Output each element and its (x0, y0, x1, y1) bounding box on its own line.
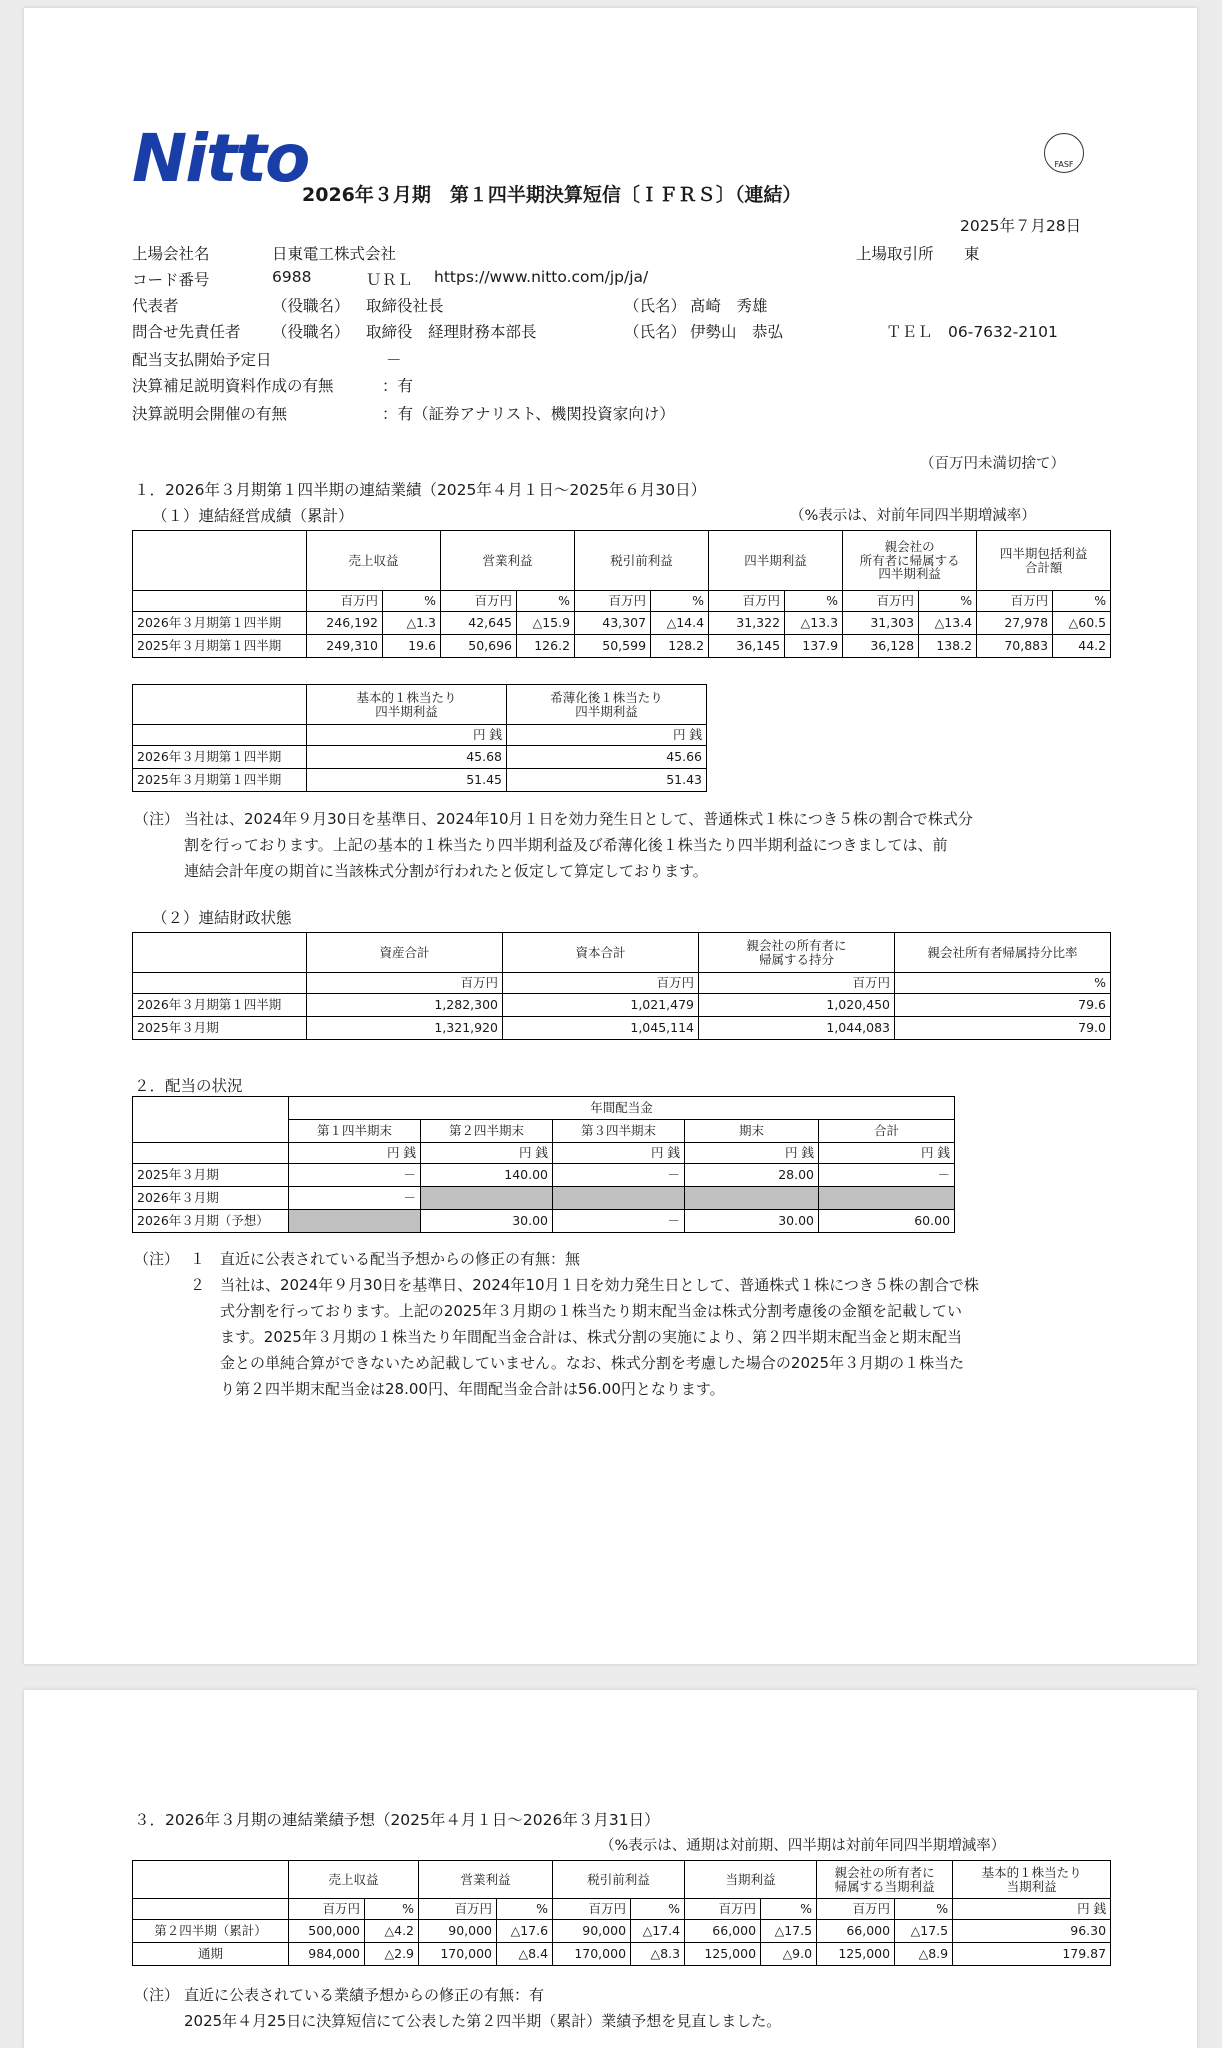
contact-name: 伊勢山 恭弘 (690, 323, 784, 341)
cell: 36,145 (709, 635, 785, 658)
cell: 60.00 (819, 1210, 955, 1233)
cell: 179.87 (953, 1943, 1111, 1966)
cell: 500,000 (289, 1920, 365, 1943)
cell: 90,000 (553, 1920, 631, 1943)
rep-title-label: （役職名） (272, 297, 350, 315)
unit-cell: 円 銭 (553, 1143, 685, 1164)
contact-tel: ＴＥＬ 06-7632-2101 (886, 323, 1058, 341)
note-line: 式分割を行っております。上記の2025年３月期の１株当たり期末配当金は株式分割考慮後の金額を記載してい (220, 1302, 962, 1320)
col-header: 合計 (819, 1120, 955, 1143)
row-label: 2025年３月期第１四半期 (133, 635, 307, 658)
cell: 140.00 (421, 1164, 553, 1187)
unit-row-label (133, 973, 307, 994)
unit-cell: 円 銭 (819, 1143, 955, 1164)
note-line: 当社は、2024年９月30日を基準日、2024年10月１日を効力発生日として、普通株式１株につき５株の割合で株 (220, 1276, 979, 1294)
section1-sub2: （２）連結財政状態 (152, 909, 292, 927)
cell: △17.4 (631, 1920, 685, 1943)
cell: 1,020,450 (699, 994, 895, 1017)
exchange-label: 上場取引所 (856, 245, 934, 263)
cell: 125,000 (817, 1943, 895, 1966)
col-header: 第１四半期末 (289, 1120, 421, 1143)
cell: 1,044,083 (699, 1017, 895, 1040)
table-row (133, 746, 707, 769)
unit-cell: 百万円 (503, 973, 699, 994)
unit-cell: 百万円 (307, 973, 503, 994)
table-row (133, 1943, 1111, 1966)
table-row (133, 635, 1111, 658)
cell: △1.3 (383, 612, 441, 635)
cell: 28.00 (685, 1164, 819, 1187)
row-label: 2026年３月期第１四半期 (133, 994, 307, 1017)
unit-cell: 円 銭 (507, 725, 707, 746)
url-label: ＵＲＬ (366, 271, 413, 289)
cell: △17.5 (761, 1920, 817, 1943)
cell: 138.2 (919, 635, 977, 658)
financial-position-table (132, 932, 1111, 1040)
shaded-cell (819, 1187, 955, 1210)
col-header: 第２四半期末 (421, 1120, 553, 1143)
unit-cell: 百万円 (709, 591, 785, 612)
note-line: 当社は、2024年９月30日を基準日、2024年10月１日を効力発生日として、普通株式１株につき５株の割合で株式分 (184, 810, 973, 828)
contact-name-label: （氏名） (624, 323, 687, 341)
briefing-value: ：有（証券アナリスト、機関投資家向け） (382, 405, 675, 423)
note-line: 直近に公表されている業績予想からの修正の有無：有 (184, 1986, 545, 2004)
cell: △14.4 (651, 612, 709, 635)
note-line: ます。2025年３月期の１株当たり年間配当金合計は、株式分割の実施により、第２四半期末配当金と期末配当 (220, 1328, 962, 1346)
contact-title: 取締役 経理財務本部長 (366, 323, 537, 341)
cell: 30.00 (685, 1210, 819, 1233)
cell: 51.45 (307, 769, 507, 792)
row-label: 2025年３月期 (133, 1017, 307, 1040)
unit-cell: % (517, 591, 575, 612)
unit-cell: 円 銭 (421, 1143, 553, 1164)
row-label: 2026年３月期 (133, 1187, 289, 1210)
cell: △2.9 (365, 1943, 419, 1966)
rep-name: 髙崎 秀雄 (690, 297, 768, 315)
note-line: 金との単純合算ができないため記載していません。なお、株式分割を考慮した場合の2025年３月期の１株当た (220, 1354, 965, 1372)
unit-cell: 円 銭 (685, 1143, 819, 1164)
col-header: 親会社の 所有者に帰属する 四半期利益 (843, 531, 977, 591)
cell: 125,000 (685, 1943, 761, 1966)
cell: △8.9 (895, 1943, 953, 1966)
cell: 45.68 (307, 746, 507, 769)
nitto-logo: Nitto (132, 120, 309, 197)
note-line: 連結会計年度の期首に当該株式分割が行われたと仮定して算定しております。 (184, 862, 708, 880)
cell: － (553, 1210, 685, 1233)
table-row (133, 769, 707, 792)
supp-value: ：有 (382, 377, 414, 395)
unit-cell: 円 銭 (953, 1899, 1111, 1920)
note-line: 2025年４月25日に決算短信にて公表した第２四半期（累計）業績予想を見直しました。 (184, 2012, 782, 2030)
corner-cell (133, 1861, 289, 1899)
dividend-table (132, 1096, 955, 1233)
col-header: 資本合計 (503, 933, 699, 973)
rounding-note: （百万円未満切捨て） (920, 456, 1065, 472)
corner-cell (133, 531, 307, 591)
col-header: 売上収益 (307, 531, 441, 591)
note-line: 割を行っております。上記の基本的１株当たり四半期利益及び希薄化後１株当たり四半期利益につきましては、前 (184, 836, 948, 854)
col-header: 四半期包括利益 合計額 (977, 531, 1111, 591)
cell: 66,000 (685, 1920, 761, 1943)
unit-cell: 円 銭 (289, 1143, 421, 1164)
forecast-table (132, 1860, 1111, 1966)
group-header: 年間配当金 (289, 1097, 955, 1120)
shaded-cell (421, 1187, 553, 1210)
unit-cell: 百万円 (419, 1899, 497, 1920)
note-line: り第２四半期末配当金は28.00円、年間配当金合計は56.00円となります。 (220, 1380, 725, 1398)
cell: 249,310 (307, 635, 383, 658)
unit-cell: 百万円 (575, 591, 651, 612)
unit-cell: 百万円 (307, 591, 383, 612)
col-header: 営業利益 (441, 531, 575, 591)
cell: 27,978 (977, 612, 1053, 635)
cell: 128.2 (651, 635, 709, 658)
unit-row-label (133, 725, 307, 746)
cell: △9.0 (761, 1943, 817, 1966)
col-header: 営業利益 (419, 1861, 553, 1899)
exchange-value: 東 (964, 245, 980, 263)
listed-value: 日東電工株式会社 (272, 245, 397, 263)
unit-cell: % (383, 591, 441, 612)
cell: △17.5 (895, 1920, 953, 1943)
col-header: 親会社の所有者に 帰属する持分 (699, 933, 895, 973)
section2-heading: ２．配当の状況 (134, 1077, 243, 1095)
fasf-mark-icon: FASF (1044, 133, 1084, 173)
document-date: 2025年７月28日 (960, 217, 1082, 235)
page-2 (24, 1690, 1197, 2048)
code-label: コード番号 (132, 271, 210, 289)
briefing-label: 決算説明会開催の有無 (132, 405, 288, 423)
unit-cell: 百万円 (441, 591, 517, 612)
cell: 43,307 (575, 612, 651, 635)
cell: 51.43 (507, 769, 707, 792)
cell: 19.6 (383, 635, 441, 658)
row-label: 2026年３月期第１四半期 (133, 612, 307, 635)
col-header: 資産合計 (307, 933, 503, 973)
cell: 42,645 (441, 612, 517, 635)
url-value[interactable]: https://www.nitto.com/jp/ja/ (434, 268, 649, 286)
dividend-start-value: － (386, 351, 402, 369)
section1-sub1: （１）連結経営成績（累計） (152, 507, 354, 525)
cell: － (553, 1164, 685, 1187)
unit-cell: 円 銭 (307, 725, 507, 746)
col-header: 売上収益 (289, 1861, 419, 1899)
table-row (133, 1210, 955, 1233)
col-header: 税引前利益 (553, 1861, 685, 1899)
cell: 79.0 (895, 1017, 1111, 1040)
cell: － (819, 1164, 955, 1187)
unit-cell: 百万円 (977, 591, 1053, 612)
table-row (133, 612, 1111, 635)
col-header: 希薄化後１株当たり 四半期利益 (507, 685, 707, 725)
cell: 984,000 (289, 1943, 365, 1966)
row-label: 第２四半期（累計） (133, 1920, 289, 1943)
col-header: 四半期利益 (709, 531, 843, 591)
unit-cell: 百万円 (699, 973, 895, 994)
section1-pct-note: （%表示は、対前年同四半期増減率） (790, 508, 1036, 524)
row-label: 通期 (133, 1943, 289, 1966)
shaded-cell (685, 1187, 819, 1210)
unit-cell: 百万円 (553, 1899, 631, 1920)
table-row (133, 1920, 1111, 1943)
cell: － (289, 1187, 421, 1210)
cell: △60.5 (1053, 612, 1111, 635)
cell: 30.00 (421, 1210, 553, 1233)
cell: △17.6 (497, 1920, 553, 1943)
cell: 246,192 (307, 612, 383, 635)
col-header: 親会社所有者帰属持分比率 (895, 933, 1111, 973)
unit-cell: % (919, 591, 977, 612)
cell: 44.2 (1053, 635, 1111, 658)
contact-title-label: （役職名） (272, 323, 350, 341)
col-header: 当期利益 (685, 1861, 817, 1899)
unit-row-label (133, 1143, 289, 1164)
table-row (133, 994, 1111, 1017)
cell: 45.66 (507, 746, 707, 769)
note-prefix: （注） (134, 1986, 180, 2004)
cell: 31,303 (843, 612, 919, 635)
unit-cell: % (895, 973, 1111, 994)
cell: 170,000 (553, 1943, 631, 1966)
row-label: 2026年３月期（予想） (133, 1210, 289, 1233)
dividend-start-label: 配当支払開始予定日 (132, 351, 272, 369)
supp-label: 決算補足説明資料作成の有無 (132, 377, 334, 395)
unit-cell: % (365, 1899, 419, 1920)
col-header: 第３四半期末 (553, 1120, 685, 1143)
cell: △13.4 (919, 612, 977, 635)
cell: △8.4 (497, 1943, 553, 1966)
cell: 1,045,114 (503, 1017, 699, 1040)
row-label: 2026年３月期第１四半期 (133, 746, 307, 769)
code-value: 6988 (272, 268, 312, 286)
unit-cell: 百万円 (289, 1899, 365, 1920)
unit-cell: 百万円 (843, 591, 919, 612)
note-number: ２ (190, 1276, 206, 1294)
corner-cell (133, 1097, 289, 1143)
operating-results-table (132, 530, 1111, 658)
unit-cell: % (1053, 591, 1111, 612)
cell: 31,322 (709, 612, 785, 635)
table-row (133, 1187, 955, 1210)
section3-pct-note: （%表示は、通期は対前期、四半期は対前年同四半期増減率） (600, 1838, 1006, 1854)
corner-cell (133, 933, 307, 973)
col-header: 税引前利益 (575, 531, 709, 591)
unit-cell: % (785, 591, 843, 612)
cell: △13.3 (785, 612, 843, 635)
cell: 1,021,479 (503, 994, 699, 1017)
cell: △15.9 (517, 612, 575, 635)
cell: 36,128 (843, 635, 919, 658)
rep-name-label: （氏名） (624, 297, 687, 315)
cell: 90,000 (419, 1920, 497, 1943)
unit-cell: % (651, 591, 709, 612)
unit-cell: 百万円 (685, 1899, 761, 1920)
section1-heading: １．2026年３月期第１四半期の連結業績（2025年４月１日～2025年６月30日） (134, 481, 707, 499)
cell: 50,696 (441, 635, 517, 658)
col-header: 期末 (685, 1120, 819, 1143)
note-line: 直近に公表されている配当予想からの修正の有無：無 (220, 1250, 581, 1268)
cell: － (289, 1164, 421, 1187)
eps-table (132, 684, 707, 792)
unit-row-label (133, 1899, 289, 1920)
cell: 79.6 (895, 994, 1111, 1017)
cell: 96.30 (953, 1920, 1111, 1943)
cell: 126.2 (517, 635, 575, 658)
table-row (133, 1164, 955, 1187)
corner-cell (133, 685, 307, 725)
shaded-cell (553, 1187, 685, 1210)
unit-cell: % (631, 1899, 685, 1920)
listed-label: 上場会社名 (132, 245, 210, 263)
row-label: 2025年３月期第１四半期 (133, 769, 307, 792)
col-header: 親会社の所有者に 帰属する当期利益 (817, 1861, 953, 1899)
section3-heading: ３．2026年３月期の連結業績予想（2025年４月１日～2026年３月31日） (134, 1811, 660, 1829)
cell: 50,599 (575, 635, 651, 658)
cell: 137.9 (785, 635, 843, 658)
unit-cell: % (497, 1899, 553, 1920)
col-header: 基本的１株当たり 四半期利益 (307, 685, 507, 725)
unit-cell: % (895, 1899, 953, 1920)
rep-label: 代表者 (132, 297, 179, 315)
contact-label: 問合せ先責任者 (132, 323, 241, 341)
cell: 66,000 (817, 1920, 895, 1943)
unit-row-label (133, 591, 307, 612)
cell: △4.2 (365, 1920, 419, 1943)
rep-title: 取締役社長 (366, 297, 444, 315)
cell: 170,000 (419, 1943, 497, 1966)
row-label: 2025年３月期 (133, 1164, 289, 1187)
cell: 1,282,300 (307, 994, 503, 1017)
cell: 1,321,920 (307, 1017, 503, 1040)
note-prefix: （注） (134, 1250, 180, 1268)
col-header: 基本的１株当たり 当期利益 (953, 1861, 1111, 1899)
cell: △8.3 (631, 1943, 685, 1966)
note-prefix: （注） (134, 810, 180, 828)
cell: 70,883 (977, 635, 1053, 658)
document-title: 2026年３月期 第１四半期決算短信〔ＩＦＲＳ〕（連結） (302, 184, 802, 206)
unit-cell: 百万円 (817, 1899, 895, 1920)
shaded-cell (289, 1210, 421, 1233)
note-number: １ (190, 1250, 206, 1268)
page-1 (24, 8, 1197, 1664)
unit-cell: % (761, 1899, 817, 1920)
table-row (133, 1017, 1111, 1040)
